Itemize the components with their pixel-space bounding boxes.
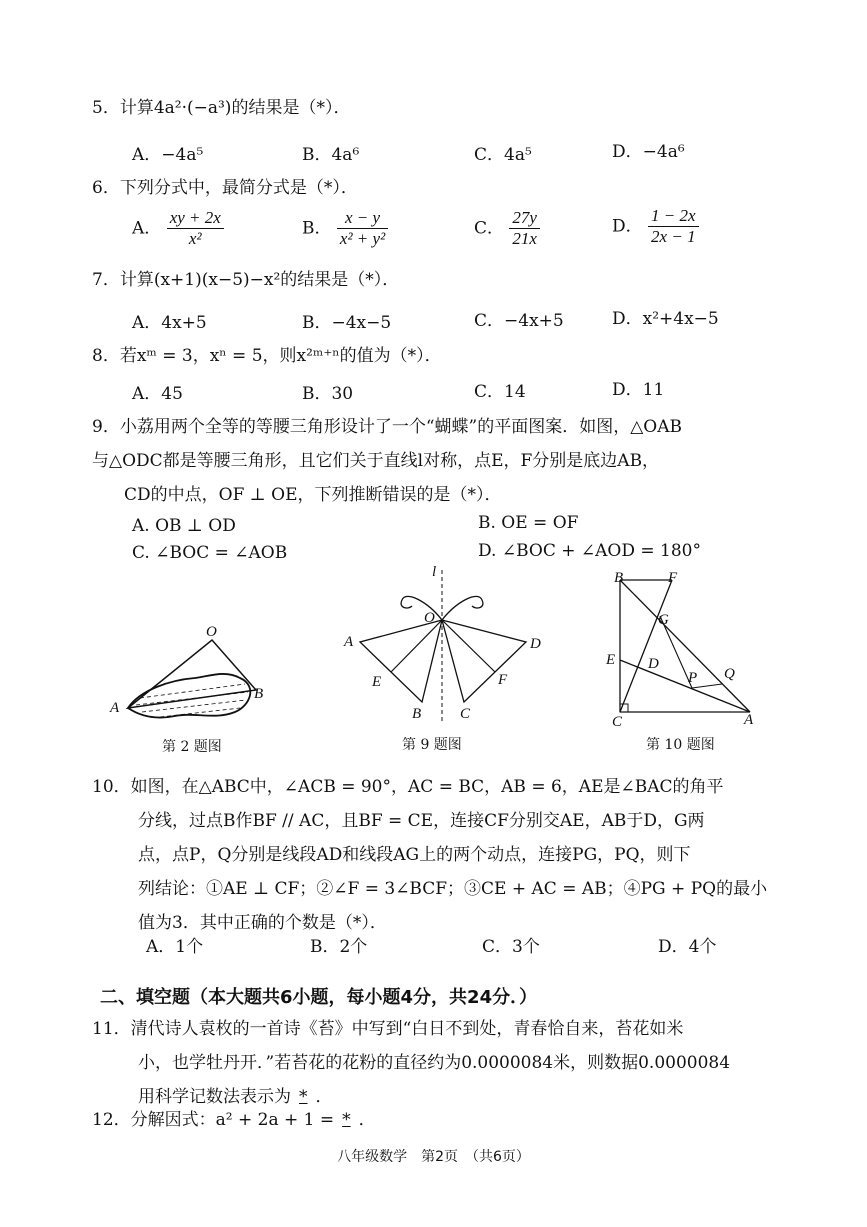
question-8-stem: 8．若xᵐ = 3，xⁿ = 5，则x²ᵐ⁺ⁿ的值为（*）． [92, 346, 442, 366]
q8-option-c: C．14 [474, 382, 526, 402]
q10-option-b: B．2个 [310, 937, 368, 957]
q9-option-b: B. OE = OF [478, 513, 579, 533]
q11-line-1: 11．清代诗人袁枚的一首诗《苔》中写到“白日不到处，青春恰自来，苔花如米 [92, 1019, 684, 1039]
question-12 [92, 1108, 376, 1134]
question-5-stem: 5．计算4a²·(−a³)的结果是（*）． [92, 98, 351, 118]
q11-line-3-suffix: ． [315, 1087, 333, 1107]
q9-line-2: 与△ODC都是等腰三角形，且它们关于直线l对称，点E，F分别是底边AB， [92, 451, 660, 471]
q12-answer-blank[interactable]: * [342, 1110, 351, 1130]
label-a: A [344, 634, 354, 650]
q9-line-3: CD的中点，OF ⊥ OE，下列推断错误的是（*）． [124, 485, 502, 505]
pond-shape [128, 674, 250, 718]
q7-option-d: D．x²+4x−5 [612, 309, 719, 329]
label-b: B [412, 706, 422, 722]
label-q: Q [724, 666, 735, 682]
segment-cf [620, 580, 672, 712]
q9-option-a: A. OB ⊥ OD [132, 516, 236, 536]
q9-option-d: D. ∠BOC + ∠AOD = 180° [478, 541, 701, 561]
q6-option-c-label: C． [474, 218, 505, 239]
label-o: O [206, 624, 217, 640]
q7-option-b: B．−4x−5 [302, 313, 392, 333]
label-e: E [372, 674, 382, 690]
q5-option-c: C．4a⁵ [474, 145, 532, 165]
label-d: D [530, 636, 541, 652]
figure-2 [100, 620, 280, 730]
question-6-stem: 6．下列分式中，最简分式是（*）． [92, 178, 358, 198]
q11-line-3-prefix: 用科学记数法表示为 [138, 1087, 291, 1107]
q6-option-b [302, 208, 388, 250]
q12-suffix: ． [358, 1110, 376, 1130]
segment-ab [620, 580, 750, 712]
figure-10-caption: 第 10 题图 [646, 737, 715, 753]
denominator: 21x [512, 229, 537, 249]
label-g: G [658, 612, 669, 628]
label-f: F [498, 672, 508, 688]
q6-option-a [132, 208, 224, 250]
figure-9 [336, 562, 556, 727]
label-a: A [744, 712, 754, 728]
q6-option-c-fraction [509, 208, 540, 250]
page-footer: 八年级数学 第2页 （共6页） [337, 1149, 530, 1165]
q9-line-1: 9．小荔用两个全等的等腰三角形设计了一个“蝴蝶”的平面图案．如图，△OAB [92, 417, 682, 437]
q11-line-2: 小，也学牡丹开．”若苔花的花粉的直径约为0.0000084米，则数据0.0000084 [138, 1053, 731, 1073]
q9-option-c: C. ∠BOC = ∠AOB [132, 543, 288, 563]
label-c: C [612, 714, 623, 730]
q6-option-c [474, 208, 540, 250]
label-a: A [110, 700, 120, 716]
question-11-text [92, 1012, 812, 1114]
q8-option-b: B．30 [302, 384, 354, 404]
q11-answer-blank[interactable]: * [299, 1087, 308, 1107]
section-2-title: 二、填空题（本大题共6小题，每小题4分，共24分．） [100, 987, 538, 1008]
q5-option-b: B．4a⁶ [302, 145, 360, 165]
question-9-text [92, 410, 792, 512]
q6-option-a-fraction [167, 208, 224, 250]
label-o: O [424, 610, 435, 626]
q10-option-c: C．3个 [482, 937, 540, 957]
q10-line-1: 10．如图，在△ABC中，∠ACB = 90°，AC = BC，AB = 6，AE是∠BAC的角平 [92, 777, 724, 797]
q10-line-5: 值为3．其中正确的个数是（*）． [138, 913, 387, 933]
q7-option-a: A．4x+5 [132, 313, 207, 333]
figure-10 [600, 564, 770, 730]
label-e: E [606, 652, 616, 668]
q7-option-c: C．−4x+5 [474, 311, 564, 331]
q10-option-a: A．1个 [146, 937, 204, 957]
segment-of [442, 620, 495, 672]
q10-option-d: D．4个 [658, 937, 717, 957]
numerator: xy + 2x [167, 208, 224, 229]
label-f: F [668, 570, 678, 586]
q6-option-d-fraction [648, 206, 699, 248]
q10-line-3: 点，点P，Q分别是线段AD和线段AG上的两个动点，连接PG，PQ，则下 [138, 845, 691, 865]
label-d: D [648, 656, 659, 672]
q6-option-b-label: B． [302, 218, 332, 239]
label-b: B [254, 686, 264, 702]
q10-line-2: 分线，过点B作BF // AC，且BF = CE，连接CF分别交AE，AB于D，G两 [138, 811, 705, 831]
q6-option-a-label: A． [132, 218, 162, 239]
denominator: x² [188, 229, 202, 249]
figure-9-caption: 第 9 题图 [402, 737, 462, 753]
q12-prefix: 12．分解因式：a² + 2a + 1 = [92, 1110, 335, 1130]
left-antenna [401, 596, 442, 620]
q6-option-d [612, 206, 699, 248]
right-antenna [442, 596, 483, 620]
question-7-stem: 7．计算(x+1)(x−5)−x²的结果是（*）． [92, 270, 400, 290]
q8-option-d: D．11 [612, 380, 665, 400]
q5-option-d: D．−4a⁶ [612, 142, 685, 162]
numerator: 27y [509, 208, 540, 229]
q5-option-a: A．−4a⁵ [132, 145, 204, 165]
figure-2-caption: 第 2 题图 [162, 739, 222, 755]
denominator: x² + y² [339, 229, 386, 249]
triangle-oab [128, 640, 256, 708]
q10-line-4: 列结论：①AE ⊥ CF；②∠F = 3∠BCF；③CE + AC = AB；④PG + PQ的最小 [138, 879, 768, 899]
q6-option-d-label: D． [612, 216, 643, 237]
label-l: l [432, 564, 437, 580]
q8-option-a: A．45 [132, 384, 183, 404]
denominator: 2x − 1 [651, 227, 696, 247]
label-b: B [614, 570, 624, 586]
segment-oe [391, 620, 442, 672]
label-p: P [688, 670, 698, 686]
question-10-text [92, 770, 792, 940]
label-c: C [460, 706, 471, 722]
numerator: x − y [337, 208, 388, 229]
numerator: 1 − 2x [648, 206, 699, 227]
q6-option-b-fraction [337, 208, 388, 250]
